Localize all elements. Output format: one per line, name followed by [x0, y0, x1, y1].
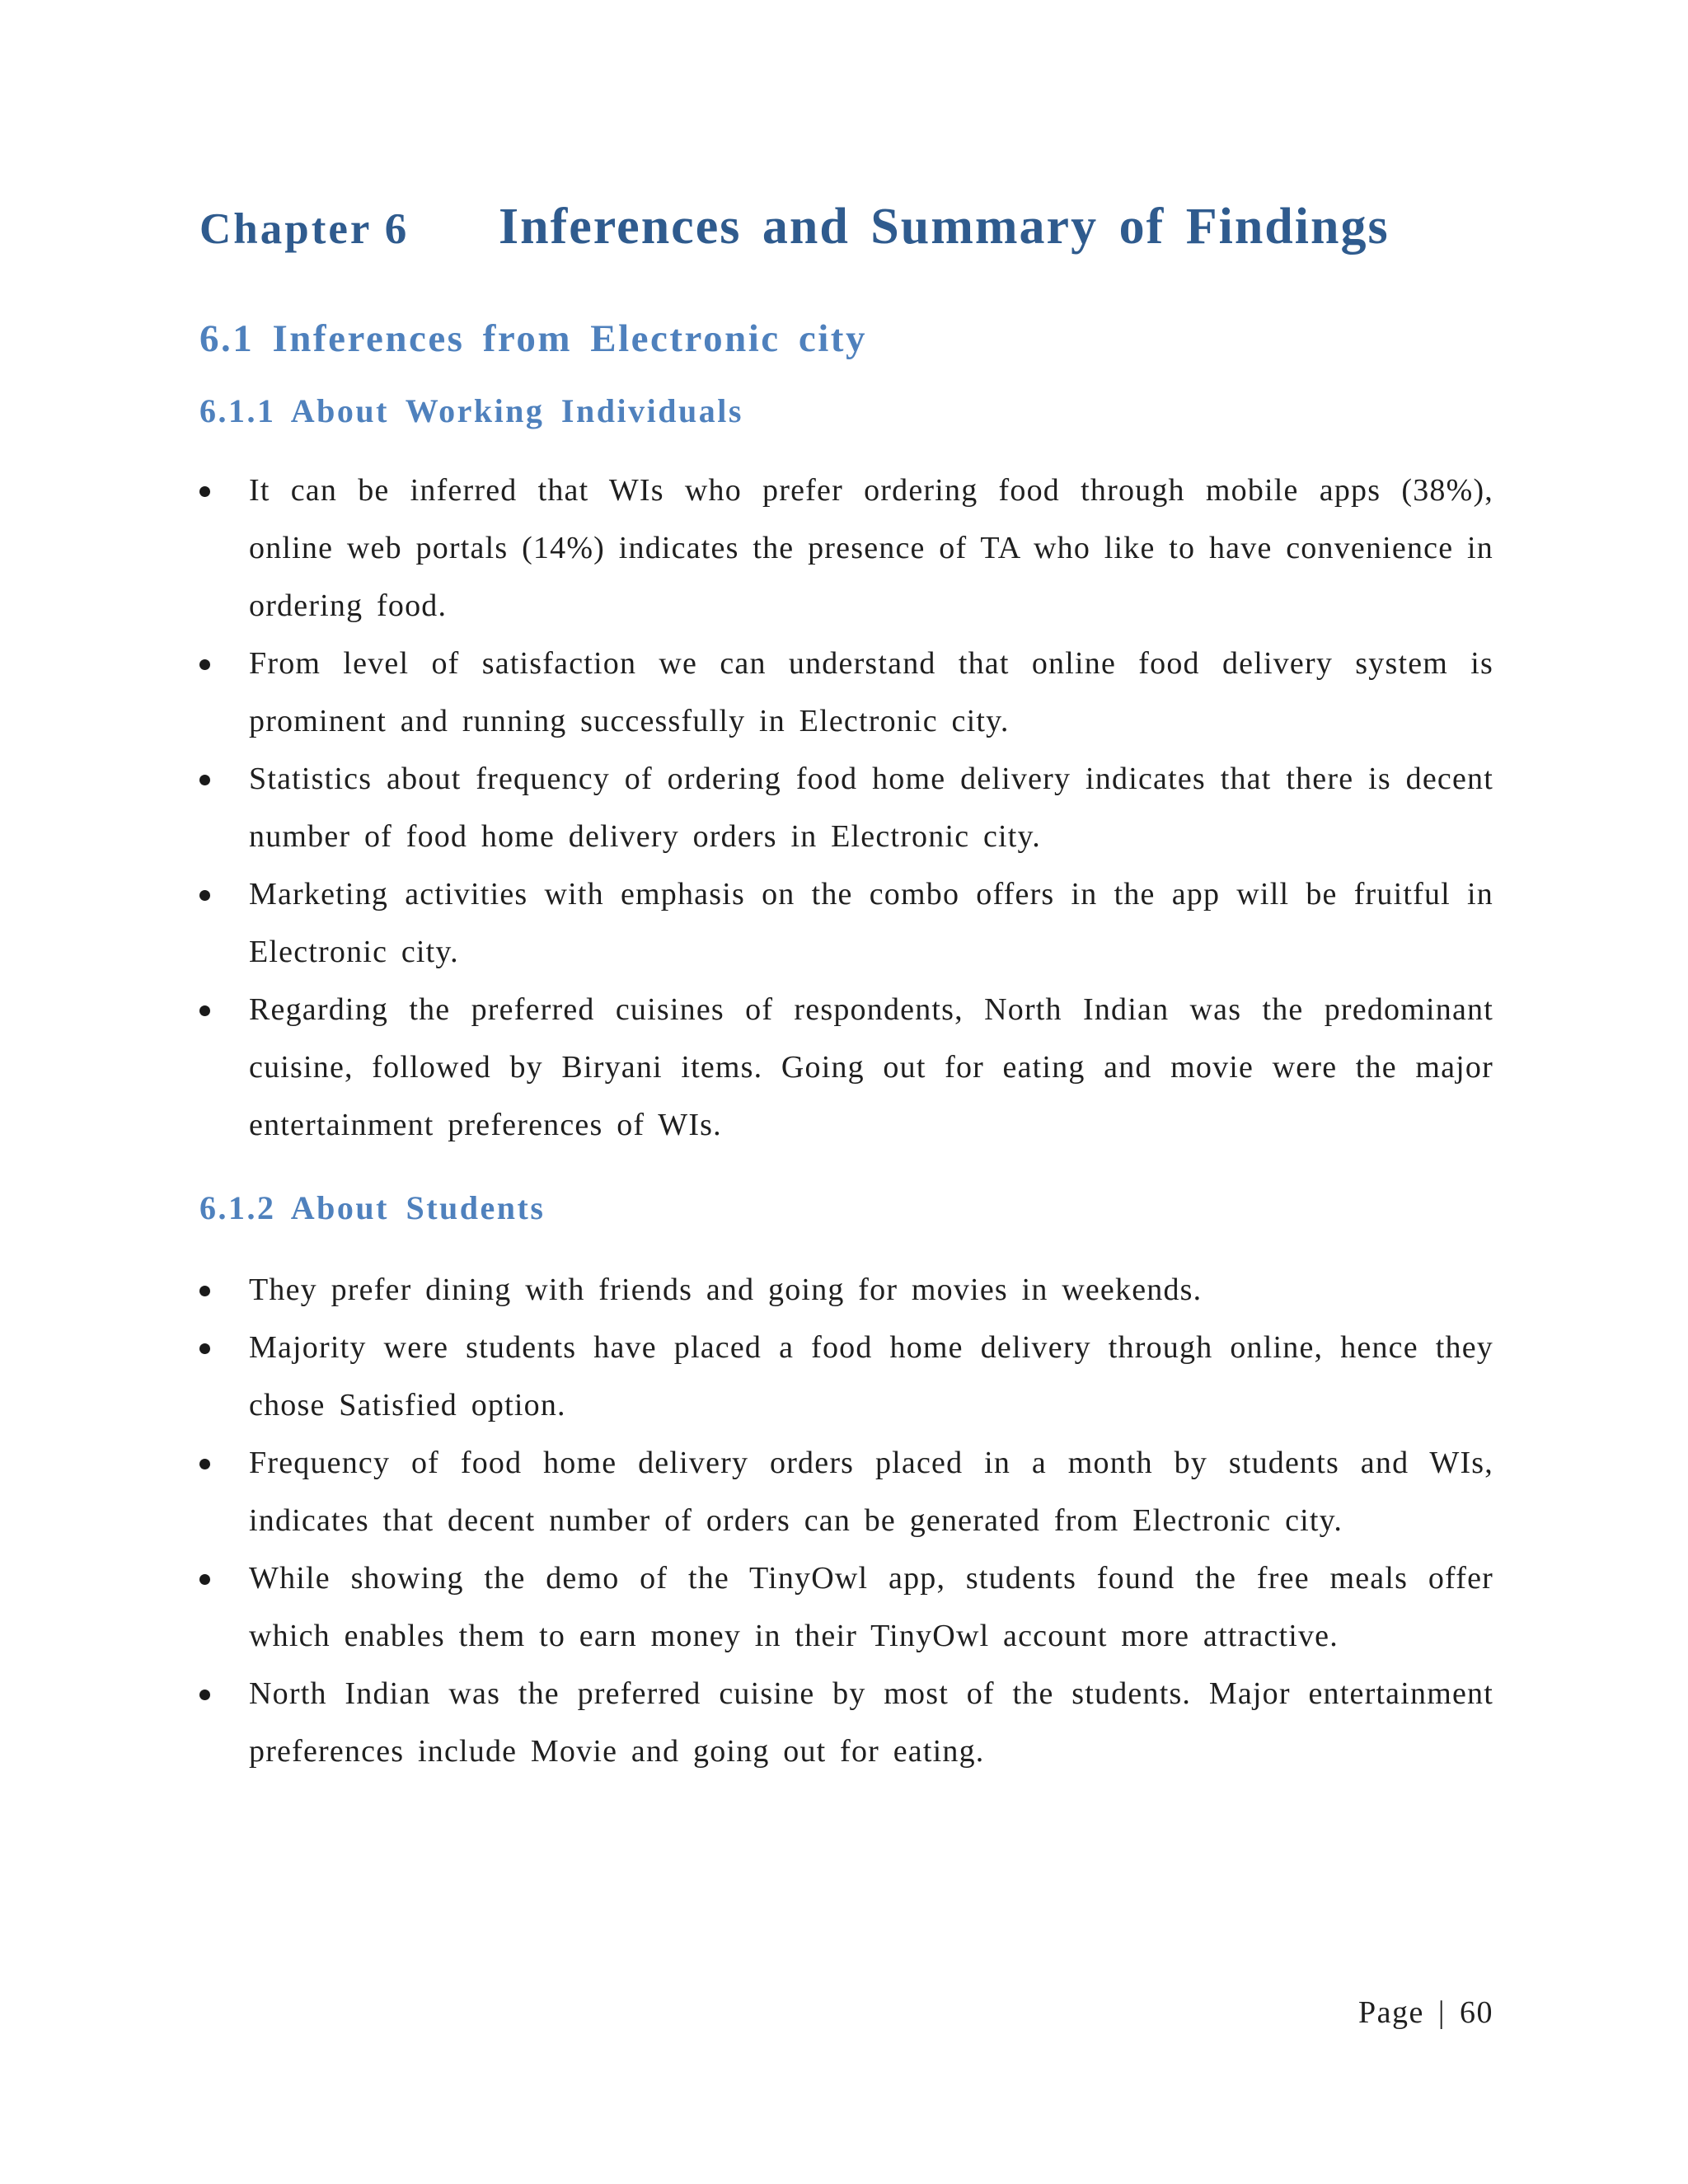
page-number: Page | 60 — [1358, 1995, 1493, 2030]
list-item-text: From level of satisfaction we can understand that online food delivery system is prominent and running successfully in Electronic city. — [249, 646, 1493, 738]
chapter-heading — [199, 198, 1518, 264]
list-item — [199, 1434, 1493, 1549]
list-item — [199, 865, 1493, 981]
bullet-icon — [199, 1005, 210, 1016]
list-item — [199, 635, 1493, 750]
bullet-icon — [199, 1459, 210, 1469]
list-item — [199, 1665, 1493, 1780]
list-item-text: They prefer dining with friends and going for movies in weekends. — [249, 1272, 1203, 1307]
bullet-list-students — [199, 1261, 1493, 1780]
list-item — [199, 1261, 1493, 1319]
list-item-text: Statistics about frequency of ordering food home delivery indicates that there is decent number of food home delivery orders in Electronic city. — [249, 762, 1493, 854]
list-item — [199, 1319, 1493, 1434]
list-item — [199, 750, 1493, 865]
bullet-icon — [199, 1690, 210, 1700]
list-item-text: Frequency of food home delivery orders placed in a month by students and WIs, indicates that decent number of orders can be generated from Electronic city. — [249, 1446, 1493, 1538]
bullet-icon — [199, 1286, 210, 1296]
list-item-text: North Indian was the preferred cuisine by most of the students. Major entertainment preferences include Movie and going out for eating. — [249, 1676, 1493, 1769]
chapter-label: Chapter 6 — [199, 205, 410, 253]
list-item-text: Majority were students have placed a food home delivery through online, hence they chose Satisfied option. — [249, 1330, 1493, 1422]
list-item — [199, 462, 1493, 635]
list-item — [199, 1549, 1493, 1665]
list-item-text: Marketing activities with emphasis on the combo offers in the app will be fruitful in Electronic city. — [249, 877, 1493, 969]
list-item-text: Regarding the preferred cuisines of respondents, North Indian was the predominant cuisine, followed by Biryani items. Going out for eating and movie were the major entertainment preferences of WIs. — [249, 992, 1493, 1142]
list-item — [199, 981, 1493, 1154]
bullet-icon — [199, 486, 210, 497]
bullet-icon — [199, 1343, 210, 1354]
subsection-heading-students: 6.1.2 About Students — [199, 1189, 546, 1226]
bullet-icon — [199, 890, 210, 901]
subsection-heading-working-individuals: 6.1.1 About Working Individuals — [199, 392, 743, 429]
bullet-icon — [199, 659, 210, 670]
list-item-text: While showing the demo of the TinyOwl app, students found the free meals offer which enables them to earn money in their TinyOwl account more attractive. — [249, 1561, 1493, 1653]
list-item-text: It can be inferred that WIs who prefer ordering food through mobile apps (38%), online web portals (14%) indicates the presence of TA who like to have convenience in ordering food. — [249, 473, 1493, 623]
bullet-list-working-individuals — [199, 462, 1493, 1154]
bullet-icon — [199, 775, 210, 785]
chapter-title: Inferences and Summary of Findings — [499, 199, 1390, 255]
section-heading: 6.1 Inferences from Electronic city — [199, 317, 867, 360]
bullet-icon — [199, 1574, 210, 1585]
